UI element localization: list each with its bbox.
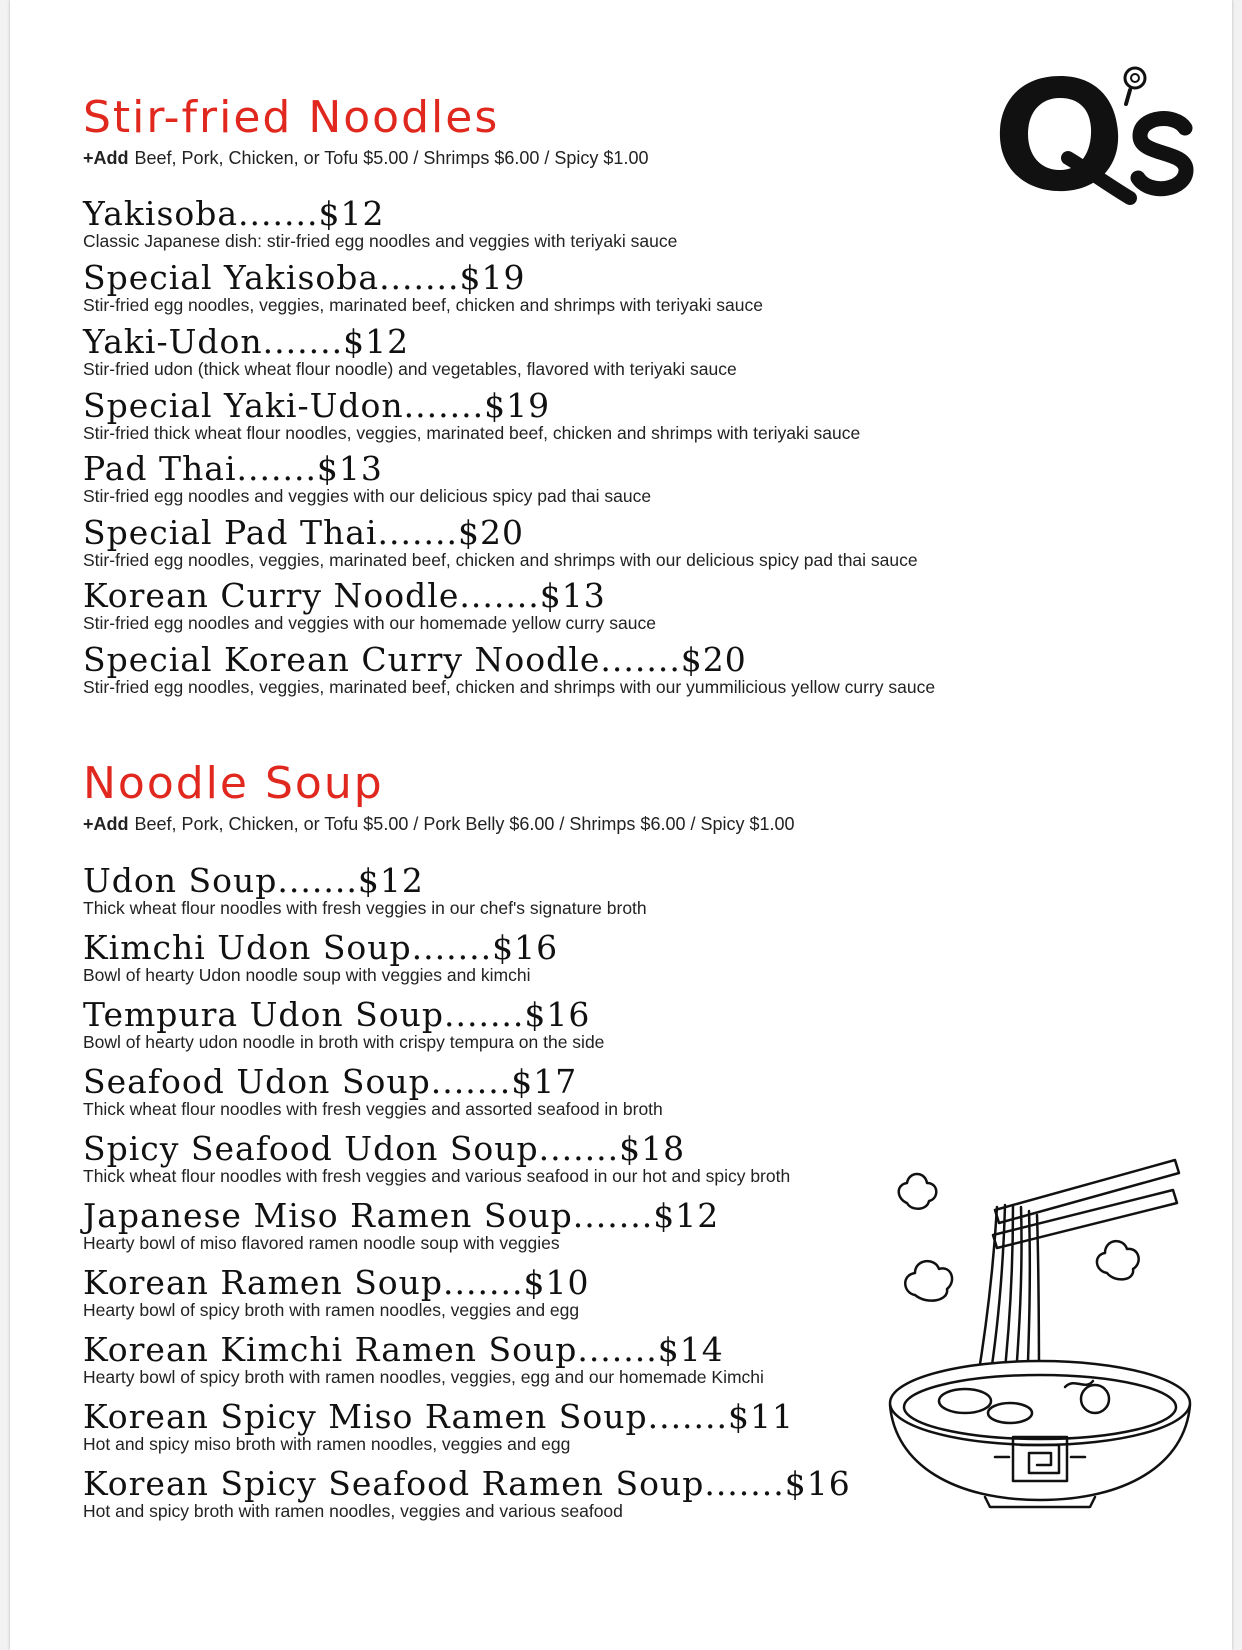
item-description: Bowl of hearty udon noodle in broth with crispy tempura on the side [83, 1032, 605, 1052]
item-name: Yaki-Udon.......$12 [83, 322, 410, 361]
menu-item [83, 451, 1083, 507]
noodle-bowl-illustration [885, 1155, 1195, 1510]
section-title-noodle-soup: Noodle Soup [83, 758, 384, 809]
item-description: Stir-fried egg noodles, veggies, marinated beef, chicken and shrimps with our delicious spicy pad thai sauce [83, 550, 918, 570]
item-description: Stir-fried udon (thick wheat flour noodle) and vegetables, flavored with teriyaki sauce [83, 359, 737, 379]
item-name: Korean Spicy Miso Ramen Soup.......$11 [83, 1397, 795, 1436]
add-ons-noodle-soup [83, 814, 795, 835]
menu-item [83, 515, 1083, 571]
item-description: Stir-fried egg noodles and veggies with our delicious spicy pad thai sauce [83, 486, 652, 506]
item-description: Hot and spicy miso broth with ramen noodles, veggies and egg [83, 1434, 571, 1454]
item-name: Kimchi Udon Soup.......$16 [83, 928, 559, 967]
add-label: +Add [83, 148, 129, 168]
item-name: Special Korean Curry Noodle.......$20 [83, 640, 747, 679]
menu-item [83, 930, 1083, 986]
menu-item [83, 1064, 1083, 1120]
item-name: Korean Spicy Seafood Ramen Soup.......$16 [83, 1464, 851, 1503]
menu-item [83, 578, 1083, 634]
item-description: Stir-fried thick wheat flour noodles, veggies, marinated beef, chicken and shrimps with teriyaki sauce [83, 423, 861, 443]
add-ons-text: Beef, Pork, Chicken, or Tofu $5.00 / Shrimps $6.00 / Spicy $1.00 [134, 148, 649, 168]
add-ons-stir-fried [83, 148, 648, 169]
menu-item [83, 324, 1083, 380]
item-name: Special Yaki-Udon.......$19 [83, 386, 551, 425]
item-name: Yakisoba.......$12 [83, 194, 385, 233]
item-description: Thick wheat flour noodles with fresh veggies and assorted seafood in broth [83, 1099, 663, 1119]
item-name: Spicy Seafood Udon Soup.......$18 [83, 1129, 686, 1168]
item-name: Seafood Udon Soup.......$17 [83, 1062, 578, 1101]
menu-item [83, 196, 1083, 252]
menu-item [83, 642, 1083, 698]
menu-item [83, 997, 1083, 1053]
menu-page [10, 0, 1232, 1650]
item-description: Stir-fried egg noodles, veggies, marinated beef, chicken and shrimps with teriyaki sauce [83, 295, 763, 315]
item-name: Korean Curry Noodle.......$13 [83, 576, 606, 615]
item-description: Bowl of hearty Udon noodle soup with veggies and kimchi [83, 965, 531, 985]
item-name: Pad Thai.......$13 [83, 449, 383, 488]
item-description: Hearty bowl of miso flavored ramen noodle soup with veggies [83, 1233, 560, 1253]
item-name: Japanese Miso Ramen Soup.......$12 [83, 1196, 720, 1235]
add-label: +Add [83, 814, 129, 834]
menu-item [83, 863, 1083, 919]
menu-item [83, 260, 1083, 316]
item-description: Stir-fried egg noodles, veggies, marinated beef, chicken and shrimps with our yummilicious yellow curry sauce [83, 677, 936, 697]
menu-item [83, 388, 1083, 444]
item-description: Hearty bowl of spicy broth with ramen noodles, veggies, egg and our homemade Kimchi [83, 1367, 764, 1387]
qs-logo [990, 58, 1200, 208]
item-description: Stir-fried egg noodles and veggies with our homemade yellow curry sauce [83, 613, 656, 633]
item-name: Special Yakisoba.......$19 [83, 258, 526, 297]
item-name: Korean Kimchi Ramen Soup.......$14 [83, 1330, 724, 1369]
item-name: Korean Ramen Soup.......$10 [83, 1263, 590, 1302]
item-description: Hearty bowl of spicy broth with ramen noodles, veggies and egg [83, 1300, 580, 1320]
item-description: Hot and spicy broth with ramen noodles, veggies and various seafood [83, 1501, 623, 1521]
section-title-stir-fried: Stir-fried Noodles [83, 92, 500, 143]
item-description: Thick wheat flour noodles with fresh veggies and various seafood in our hot and spicy broth [83, 1166, 791, 1186]
item-description: Classic Japanese dish: stir-fried egg noodles and veggies with teriyaki sauce [83, 231, 678, 251]
item-description: Thick wheat flour noodles with fresh veggies in our chef's signature broth [83, 898, 647, 918]
item-name: Tempura Udon Soup.......$16 [83, 995, 591, 1034]
item-name: Special Pad Thai.......$20 [83, 513, 524, 552]
item-name: Udon Soup.......$12 [83, 861, 424, 900]
add-ons-text: Beef, Pork, Chicken, or Tofu $5.00 / Pork Belly $6.00 / Shrimps $6.00 / Spicy $1.00 [134, 814, 795, 834]
